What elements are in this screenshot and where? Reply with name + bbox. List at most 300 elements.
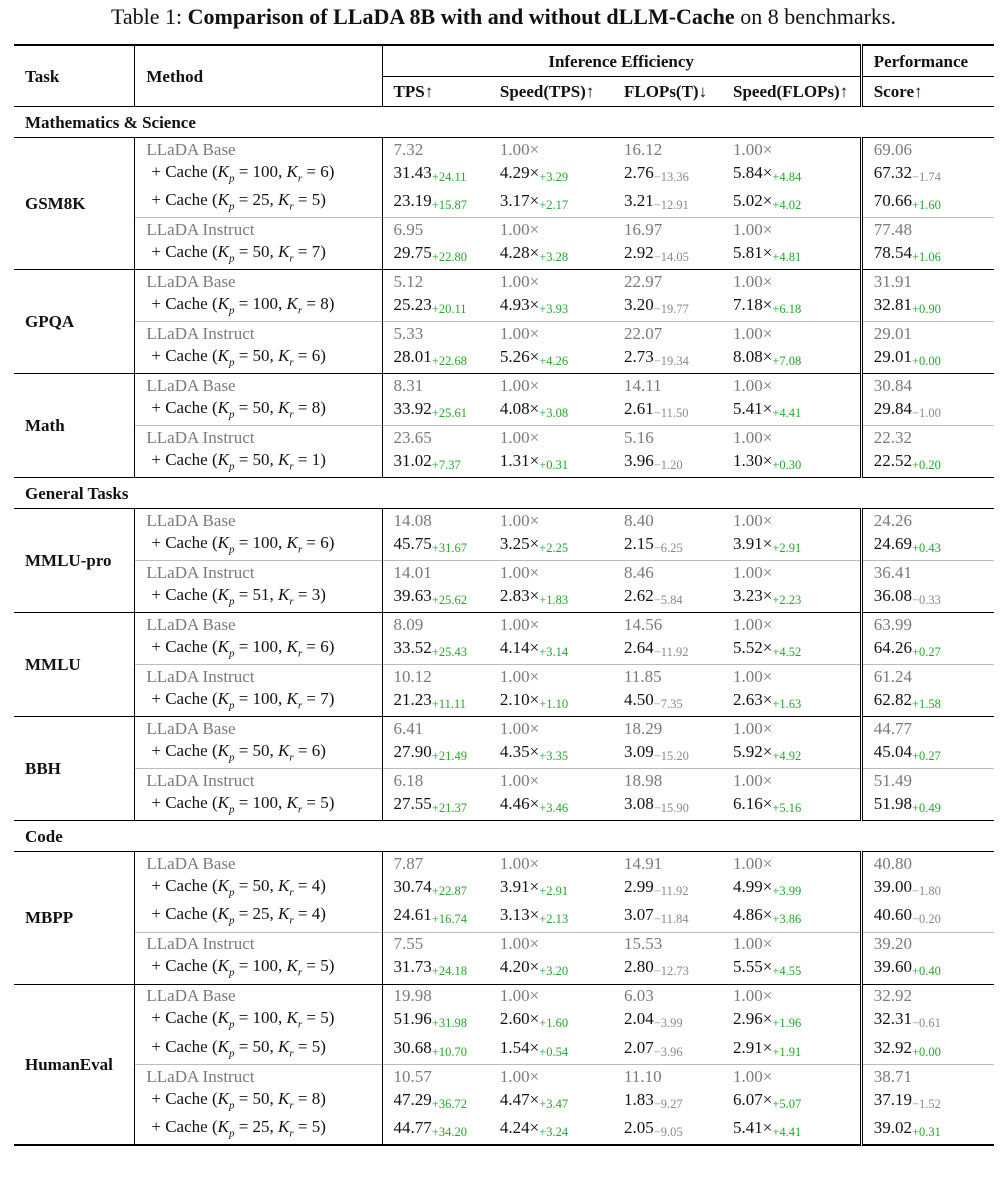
score-cell-text: 67.32 [873,162,912,182]
score-cell-text: 39.60 [873,957,912,977]
kp-label: $K_p$ [217,532,235,556]
delta-value: +15.87 [431,198,467,213]
tps-cell-text: 7.87 [393,854,424,873]
delta-value: +4.02 [772,198,802,213]
caption-title: Comparison of LLaDA 8B with and without dLLM-Cache [187,4,735,29]
section-title: General Tasks [14,478,994,509]
kp-value: = 100, [234,1008,287,1028]
speed-tps-cell-text: 1.00× [499,771,540,791]
speed-tps-cell-text: 1.00× [499,376,540,396]
delta-value: +2.91 [772,541,802,556]
delta-value: −12.91 [653,198,689,213]
flops-cell [613,426,722,449]
score-cell-text: 69.06 [873,139,912,159]
tps-cell [382,875,489,903]
method-name: + Cache ( [151,1036,218,1056]
kr-value: = 5) [293,1036,326,1056]
kr-value: = 5) [293,189,326,209]
flops-cell [613,955,722,984]
score-cell-text: 24.69 [873,534,912,554]
method-name: + Cache ( [151,1008,218,1028]
speed-tps-cell [489,161,613,189]
score-cell-text: 38.71 [873,1066,912,1086]
flops-cell-text: 2.73 [623,347,654,367]
flops-cell-text: 14.91 [623,854,663,873]
flops-cell [613,293,722,322]
tps-cell-text: 33.92 [393,399,432,419]
tps-cell [382,270,489,293]
method-cell [135,426,382,449]
delta-value: −3.96 [653,1044,683,1059]
flops-cell [613,984,722,1007]
speed-flops-cell-text: 6.07× [732,1089,773,1109]
table-row [14,1007,994,1035]
score-cell-text: 51.49 [873,771,912,791]
kr-label: $K_r$ [278,1088,294,1111]
speed-tps-cell-text: 4.20× [499,957,540,977]
table-row [14,345,994,374]
kp-label: $K_p$ [217,1008,235,1031]
kr-value: = 6) [293,345,326,365]
score-cell-text: 62.82 [873,690,912,710]
speed-tps-cell [489,717,613,740]
speed-tps-cell-text: 1.00× [499,854,540,873]
score-cell-text: 44.77 [873,719,912,739]
method-cell [135,984,382,1007]
speed-tps-cell-text: 1.00× [499,719,540,739]
speed-flops-cell-text: 1.00× [732,986,773,1006]
table-row [14,397,994,426]
speed-tps-cell [489,613,613,636]
speed-tps-cell [489,903,613,932]
tps-cell [382,584,489,613]
speed-tps-cell [489,241,613,270]
delta-value: −9.27 [653,1096,683,1111]
score-cell [861,665,994,688]
header-score: Score↑ [861,77,994,107]
kp-value: = 100, [234,792,287,812]
delta-value: +4.84 [772,169,802,184]
speed-tps-cell [489,138,613,161]
method-name: + Cache ( [151,293,218,313]
header-method: Method [135,45,382,107]
speed-tps-cell-text: 3.25× [499,534,540,554]
score-cell [861,1088,994,1116]
score-cell-text: 30.84 [873,376,912,396]
score-cell [861,270,994,293]
speed-tps-cell-text: 3.91× [499,876,540,896]
delta-value: +4.41 [772,406,802,421]
tps-cell-text: 30.68 [393,1037,432,1057]
flops-cell [613,903,722,932]
speed-tps-cell-text: 4.47× [499,1089,540,1109]
delta-value: +3.20 [539,964,569,979]
table-row [14,792,994,821]
speed-flops-cell [722,293,861,322]
method-cell [135,875,382,903]
kr-value: = 8) [302,293,335,313]
delta-value: +6.18 [772,302,802,317]
delta-value: +7.37 [431,458,461,473]
caption-prefix: Table 1: [111,4,188,29]
speed-tps-cell-text: 1.00× [499,563,540,583]
header-flops: FLOPs(T)↓ [613,77,722,107]
speed-flops-cell-text: 1.30× [732,451,773,471]
tps-cell-text: 31.02 [393,451,432,471]
kr-label: $K_r$ [278,1116,294,1140]
delta-value: +11.11 [431,697,467,712]
kp-label: $K_p$ [217,241,235,265]
tps-cell [382,293,489,322]
tps-cell-text: 8.31 [393,376,424,396]
task-name: Math [14,374,135,478]
speed-flops-cell-text: 5.41× [732,1118,773,1138]
flops-cell-text: 6.03 [623,986,654,1006]
tps-cell-text: 14.01 [393,563,432,583]
kp-label: $K_p$ [217,875,235,899]
section-title: Mathematics & Science [14,107,994,138]
delta-value: +22.87 [431,883,467,898]
kr-value: = 5) [293,1116,326,1136]
delta-value: +0.49 [911,801,941,815]
method-cell [135,161,382,189]
score-cell [861,584,994,613]
speed-tps-cell-text: 1.54× [499,1037,540,1057]
delta-value: +3.47 [539,1096,569,1111]
delta-value: −11.50 [653,406,689,421]
table-row [14,322,994,345]
speed-flops-cell [722,984,861,1007]
score-cell [861,984,994,1007]
speed-tps-cell [489,688,613,717]
flops-cell-text: 8.46 [623,563,654,583]
table-row [14,189,994,218]
score-cell [861,161,994,189]
speed-tps-cell-text: 4.28× [499,243,540,263]
method-cell [135,1088,382,1116]
method-cell [135,397,382,426]
speed-flops-cell [722,322,861,345]
method-cell [135,532,382,561]
speed-flops-cell-text: 5.55× [732,957,773,977]
speed-tps-cell [489,322,613,345]
tps-cell [382,161,489,189]
score-cell [861,426,994,449]
speed-tps-cell-text: 4.14× [499,638,540,658]
tps-cell [382,532,489,561]
flops-cell-text: 16.97 [623,220,663,240]
table-row [14,636,994,665]
method-cell [135,322,382,345]
speed-tps-cell [489,584,613,613]
score-cell [861,322,994,345]
delta-value: −19.34 [653,354,689,369]
speed-tps-cell-text: 2.83× [499,586,540,606]
speed-tps-cell-text: 4.35× [499,742,540,762]
delta-value: +21.49 [431,749,467,764]
speed-tps-cell [489,792,613,821]
table-row [14,932,994,955]
delta-value: +10.70 [431,1044,467,1059]
score-cell-text: 37.19 [873,1089,912,1109]
tps-cell-text: 25.23 [393,295,432,315]
speed-tps-cell-text: 4.46× [499,794,540,813]
score-cell-text: 45.04 [873,742,912,762]
score-cell [861,875,994,903]
method-name: LLaDA Instruct [146,563,255,583]
speed-flops-cell [722,792,861,821]
delta-value: +4.81 [772,250,802,265]
kp-value: = 25, [234,189,279,209]
flops-cell [613,449,722,478]
kr-label: $K_r$ [286,636,303,660]
tps-cell-text: 29.75 [393,243,432,263]
delta-value: +0.40 [911,964,941,979]
kp-value: = 25, [234,904,279,924]
flops-cell-text: 3.96 [623,451,654,471]
tps-cell [382,509,489,532]
table-row [14,688,994,717]
flops-cell [613,1036,722,1065]
flops-cell-text: 2.07 [623,1037,654,1057]
score-cell-text: 22.52 [873,451,912,471]
flops-cell-text: 16.12 [623,139,663,159]
tps-cell-text: 27.55 [393,794,432,813]
delta-value: +7.08 [772,354,802,369]
method-name: LLaDA Instruct [146,771,255,791]
flops-cell [613,792,722,821]
speed-tps-cell [489,932,613,955]
speed-flops-cell [722,1036,861,1065]
delta-value: −13.36 [653,169,689,184]
delta-value: +1.60 [539,1016,569,1031]
delta-value: +1.91 [772,1044,802,1059]
score-cell [861,449,994,478]
speed-tps-cell-text: 1.00× [499,667,540,687]
flops-cell-text: 8.40 [623,511,654,531]
speed-flops-cell [722,1116,861,1145]
speed-flops-cell-text: 6.16× [732,794,773,813]
tps-cell-text: 24.61 [393,905,432,925]
method-name: LLaDA Base [146,139,236,159]
speed-tps-cell [489,426,613,449]
tps-cell [382,903,489,932]
score-cell-text: 32.81 [873,295,912,315]
speed-tps-cell-text: 3.17× [499,191,540,211]
speed-tps-cell [489,665,613,688]
delta-value: +0.43 [911,541,941,556]
score-cell [861,1007,994,1035]
header-inference-efficiency: Inference Efficiency [382,45,861,77]
kr-value: = 8) [293,1088,326,1108]
method-cell [135,189,382,218]
speed-flops-cell [722,584,861,613]
kr-label: $K_r$ [278,740,294,764]
kr-value: = 5) [302,956,335,976]
flops-cell [613,374,722,397]
tps-cell [382,1064,489,1087]
speed-tps-cell-text: 1.00× [499,615,540,635]
kr-value: = 8) [293,397,326,417]
speed-flops-cell-text: 1.00× [732,428,773,448]
tps-cell-text: 6.41 [393,719,424,739]
tps-cell-text: 28.01 [393,347,432,367]
task-name: MMLU-pro [25,551,112,571]
delta-value: +4.55 [772,964,802,979]
speed-tps-cell-text: 1.00× [499,139,540,159]
flops-cell [613,769,722,792]
table-row [14,426,994,449]
delta-value: +3.14 [539,645,569,660]
score-cell-text: 78.54 [873,243,912,263]
score-cell [861,932,994,955]
score-cell-text: 61.24 [873,667,912,687]
kp-label: $K_p$ [217,1088,235,1111]
tps-cell-text: 7.32 [393,139,424,159]
kp-value: = 100, [234,293,287,313]
speed-flops-cell [722,1007,861,1035]
flops-cell [613,852,722,875]
flops-cell-text: 2.99 [623,876,654,896]
kr-label: $K_r$ [286,956,303,979]
table-row [14,584,994,613]
table-row [14,1116,994,1145]
speed-flops-cell [722,613,861,636]
tps-cell [382,322,489,345]
delta-value: −3.99 [653,1016,683,1031]
score-cell [861,189,994,218]
delta-value: +25.43 [431,645,467,660]
method-name: + Cache ( [151,189,218,209]
score-cell [861,345,994,374]
flops-cell-text: 14.11 [623,376,662,396]
flops-cell-text: 14.56 [623,615,663,635]
table-row [14,903,994,932]
score-cell-text: 51.98 [873,794,912,813]
method-name: LLaDA Base [146,719,236,739]
score-cell-text: 77.48 [873,220,912,240]
delta-value: +0.00 [911,1044,941,1059]
delta-value: +2.25 [539,541,569,556]
table-row [14,1088,994,1116]
method-cell [135,345,382,374]
speed-flops-cell-text: 3.23× [732,586,773,606]
kp-label: $K_p$ [217,688,235,712]
score-cell [861,792,994,821]
delta-value: +20.11 [431,302,467,317]
kp-value: = 25, [234,1116,279,1136]
kr-value: = 5) [302,792,335,812]
kr-value: = 7) [302,688,335,708]
table-caption [0,4,1007,30]
flops-cell-text: 3.07 [623,905,654,925]
speed-flops-cell-text: 1.00× [732,854,773,873]
method-name: + Cache ( [151,532,218,552]
flops-cell-text: 22.97 [623,272,663,292]
kr-value: = 1) [293,449,326,469]
delta-value: +5.16 [772,801,802,815]
speed-flops-cell-text: 4.86× [732,905,773,925]
speed-tps-cell [489,1064,613,1087]
delta-value: +1.60 [911,198,941,213]
delta-value: +0.90 [911,302,941,317]
speed-flops-cell-text: 5.02× [732,191,773,211]
method-cell [135,1064,382,1087]
score-cell-text: 70.66 [873,191,912,211]
tps-cell [382,665,489,688]
method-name: LLaDA Instruct [146,934,255,954]
method-cell [135,218,382,241]
delta-value: +34.20 [431,1125,467,1140]
flops-cell [613,613,722,636]
speed-flops-cell-text: 1.00× [732,376,773,396]
kp-value: = 50, [234,740,279,760]
method-name: LLaDA Base [146,376,236,396]
kp-value: = 100, [234,161,287,181]
delta-value: +16.74 [431,912,467,927]
speed-flops-cell [722,1064,861,1087]
tps-cell [382,688,489,717]
flops-cell-text: 4.50 [623,690,654,710]
speed-flops-cell [722,241,861,270]
flops-cell-text: 22.07 [623,324,663,344]
score-cell [861,138,994,161]
kp-value: = 50, [234,241,279,261]
delta-value: +3.99 [772,883,802,898]
speed-tps-cell [489,397,613,426]
flops-cell [613,636,722,665]
method-name: + Cache ( [151,956,218,976]
tps-cell [382,426,489,449]
speed-tps-cell [489,218,613,241]
method-name: + Cache ( [151,397,218,417]
kp-value: = 50, [234,875,279,895]
flops-cell [613,740,722,769]
kr-label: $K_r$ [278,449,294,473]
method-cell [135,293,382,322]
speed-tps-cell [489,955,613,984]
method-name: LLaDA Instruct [146,220,255,240]
speed-flops-cell-text: 1.00× [732,511,773,531]
score-cell [861,218,994,241]
speed-flops-cell [722,189,861,218]
kr-label: $K_r$ [286,293,303,317]
score-cell-text: 39.20 [873,934,912,954]
delta-value: +4.52 [772,645,802,660]
speed-flops-cell-text: 4.99× [732,876,773,896]
tps-cell-text: 8.09 [393,615,424,635]
speed-flops-cell-text: 1.00× [732,272,773,292]
table-row [14,852,994,875]
table-row [14,241,994,270]
method-cell [135,636,382,665]
score-cell [861,509,994,532]
delta-value: +31.67 [431,541,467,556]
section-row [14,107,994,138]
kp-value: = 100, [234,636,287,656]
kr-label: $K_r$ [278,397,294,421]
tps-cell [382,1036,489,1065]
flops-cell [613,397,722,426]
score-cell [861,293,994,322]
tps-cell-text: 33.52 [393,638,432,658]
method-name: + Cache ( [151,740,218,760]
method-cell [135,852,382,875]
speed-flops-cell-text: 1.00× [732,667,773,687]
speed-tps-cell [489,636,613,665]
score-cell-text: 32.92 [873,986,912,1006]
delta-value: +4.41 [772,1125,802,1140]
